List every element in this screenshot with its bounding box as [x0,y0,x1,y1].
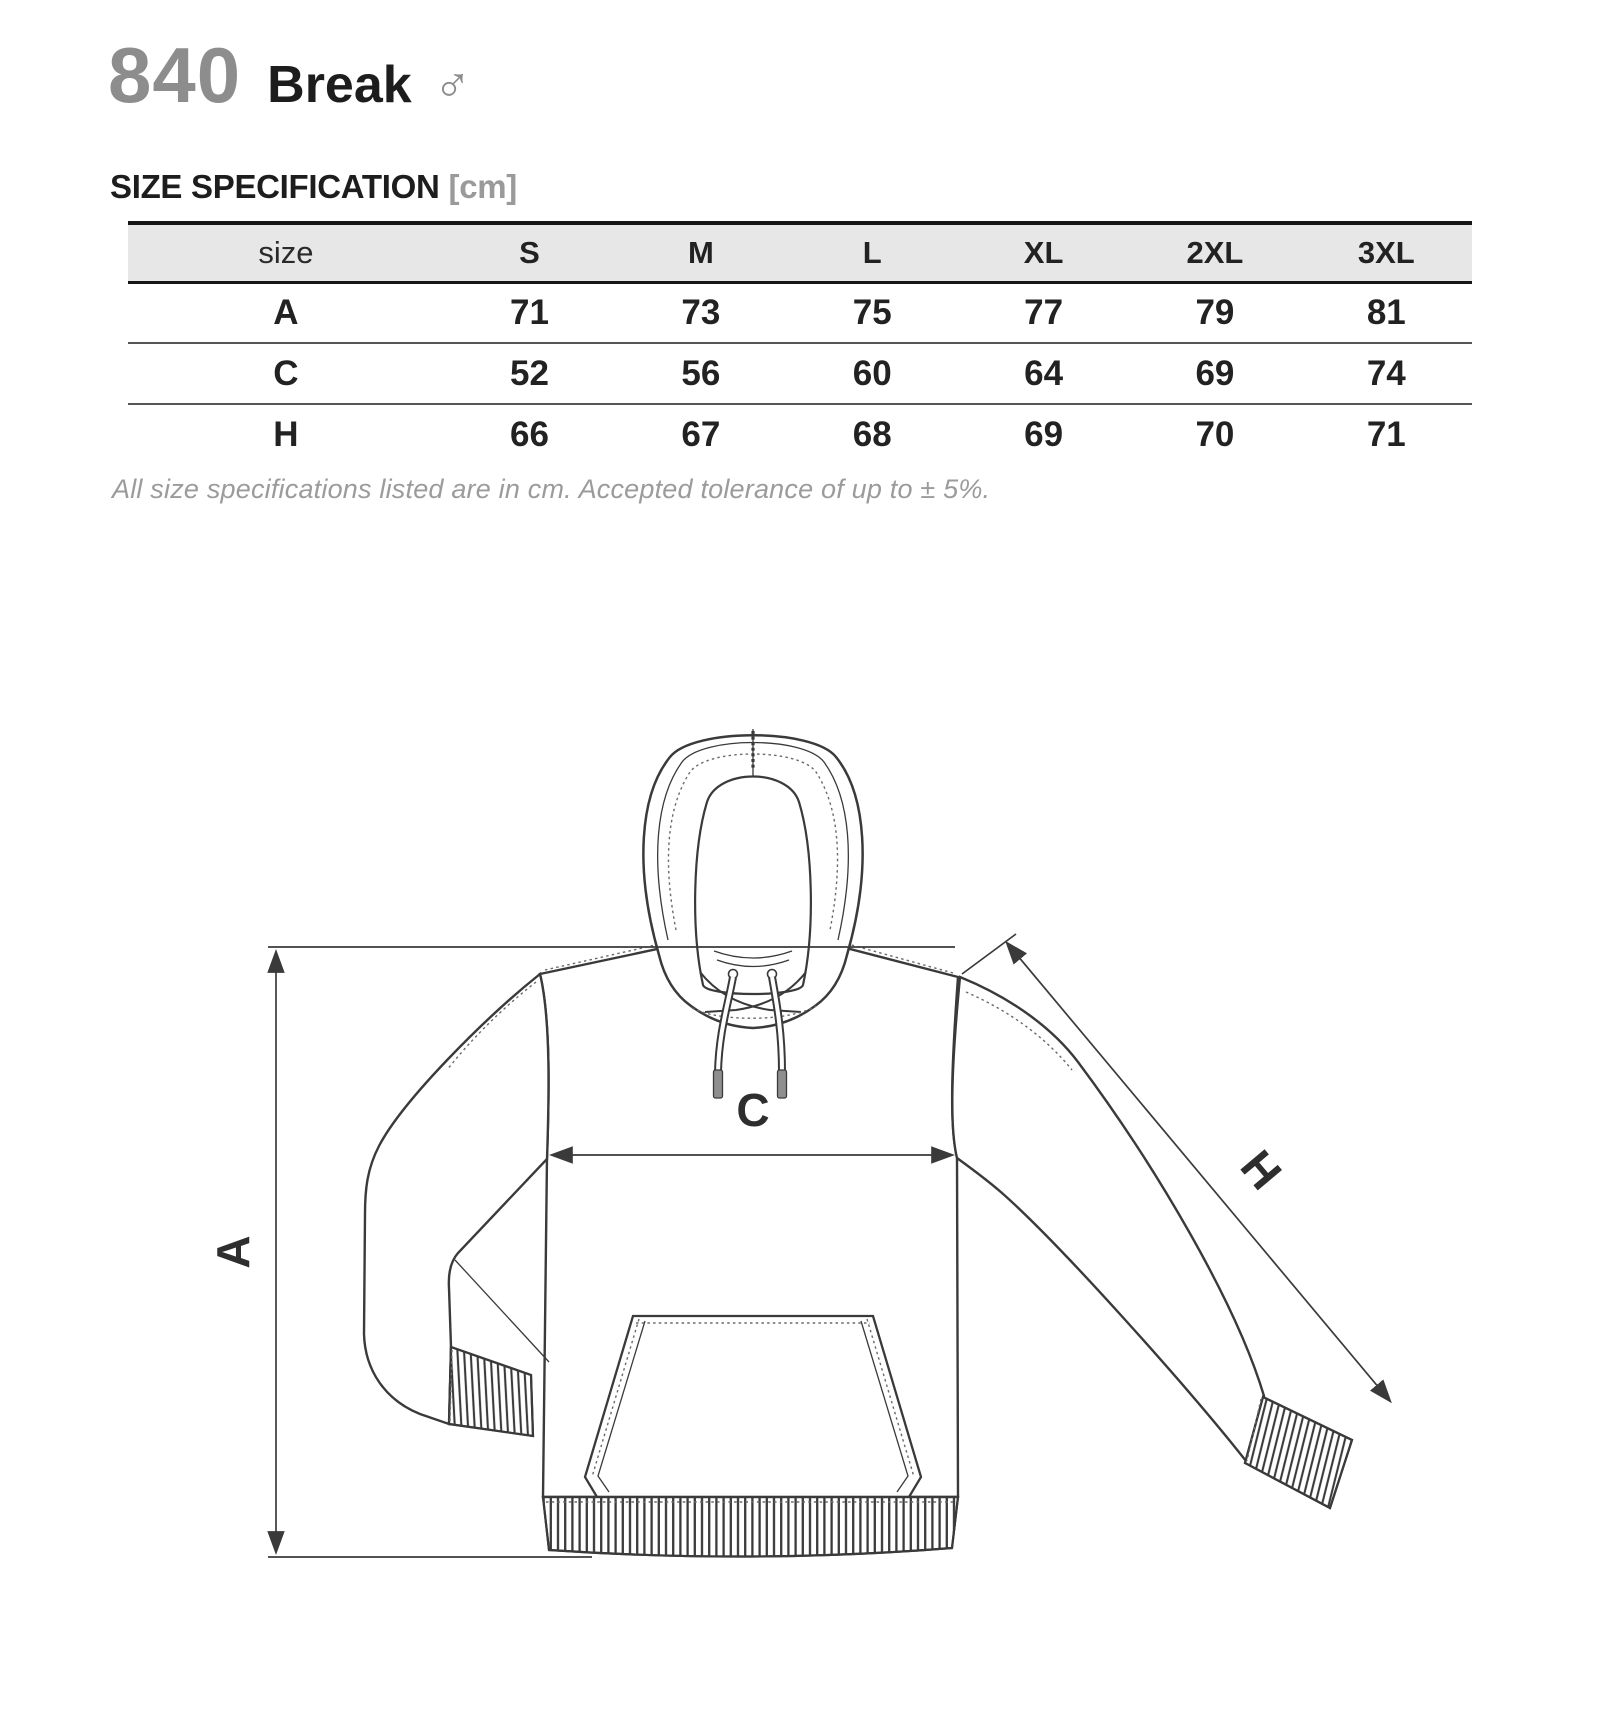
col-header-xl: XL [1023,234,1064,270]
cell: 69 [1195,353,1235,393]
cell: 74 [1366,353,1406,393]
cell: 52 [510,353,549,393]
cell: 66 [510,415,549,454]
dim-label-c: C [736,1084,770,1136]
right-sleeve [952,977,1352,1508]
section-unit: [cm] [448,168,517,205]
cell: 60 [852,353,892,393]
kangaroo-pocket [585,1316,921,1497]
cell: 64 [1024,353,1064,393]
cell: 69 [1024,415,1064,454]
cell: 71 [1366,415,1406,454]
cell: 77 [1024,292,1064,332]
left-cuff [449,1347,533,1436]
col-header-3xl: 3XL [1357,234,1415,270]
section-heading-text: SIZE SPECIFICATION [110,168,440,205]
product-code: 840 [108,31,242,119]
right-cuff [1245,1397,1352,1508]
cell: 79 [1195,292,1235,332]
cell: 70 [1195,415,1235,454]
tolerance-note: All size specifications listed are in cm. Accepted tolerance of up to ± 5%. [112,474,991,504]
cell: 67 [681,415,721,454]
col-header-2xl: 2XL [1186,234,1244,270]
left-sleeve [364,974,549,1436]
aglet [714,1070,723,1098]
row-label: H [273,415,299,454]
cell: 81 [1366,292,1406,332]
col-header-size: size [258,234,314,270]
dim-label-a: A [207,1235,259,1269]
row-label: C [273,353,299,393]
male-symbol-icon: ♂ [433,57,472,113]
row-label: A [273,292,299,332]
dim-label-h: H [1230,1140,1292,1200]
cell: 75 [852,292,892,332]
ribbed-hem [543,1497,958,1557]
cell: 68 [852,415,892,454]
cell: 71 [510,292,549,332]
hood [643,729,862,1028]
col-header-l: L [862,234,882,270]
cell: 73 [681,292,721,332]
col-header-s: S [519,234,540,270]
product-name: Break [267,56,412,114]
aglet [778,1070,787,1098]
cell: 56 [681,353,721,393]
col-header-m: M [687,234,714,270]
